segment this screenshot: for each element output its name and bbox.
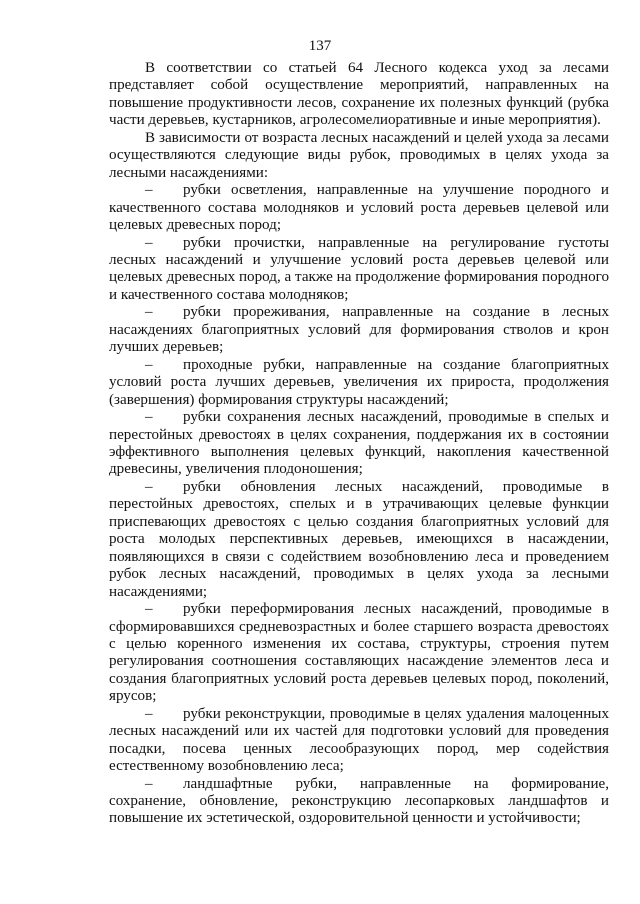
list-item (109, 304, 609, 356)
list-marker: – (145, 409, 153, 426)
list-item-text: рубки обновления лесных насаждений, проводимые в перестойных древостоях, спелых и в утрачивающих целевые функции приспевающих древостоях с целью создания благоприятных условий для роста молодых перспективных деревьев, имеющихся в насаждении, появляющихся в связи с содействием возобновлению леса и проведением рубок лесных насаждений, проводимых в целях ухода за лесными насаждениями; (109, 478, 609, 600)
list-item-text: проходные рубки, направленные на создание благоприятных условий роста лучших деревьев, увеличения их прироста, продолжения (завершения) формирования структуры насаждений; (109, 356, 609, 408)
list-item (109, 357, 609, 409)
list-item (109, 479, 609, 601)
list-item (109, 776, 609, 828)
list-item (109, 235, 609, 305)
page-number: 137 (308, 38, 332, 54)
list-item (109, 706, 609, 776)
paragraph: В соответствии со статьей 64 Лесного кодекса уход за лесами представляет собой осуществление мероприятий, направленных на повышение продуктивности лесов, сохранение их полезных функций (рубка части деревьев, кустарников, агролесомелиоративные и иные мероприятия). (109, 60, 609, 129)
paragraph: В зависимости от возраста лесных насаждений и целей ухода за лесами осуществляются следующие виды рубок, проводимых в целях ухода за лесными насаждениями: (109, 129, 609, 181)
list-marker: – (145, 356, 153, 373)
list-item-text: рубки переформирования лесных насаждений, проводимые в сформировавшихся средневозрастных и более старшего возраста древостоях с целью коренного изменения их состава, структуры, строения путем регулирования соотношения составляющих насаждение элементов леса и создания благоприятных условий роста деревьев целевых пород, поколений, ярусов; (109, 601, 609, 705)
list-item (109, 409, 609, 479)
list-marker: – (145, 304, 153, 321)
list-marker: – (145, 478, 153, 495)
list-marker: – (145, 182, 153, 199)
list-marker: – (145, 601, 153, 618)
list-item-text: рубки прореживания, направленные на создание в лесных насаждениях благоприятных условий для формирования стволов и крон лучших деревьев; (109, 304, 609, 356)
list-item (109, 601, 609, 706)
list-marker: – (145, 705, 153, 722)
list-item-text: рубки прочистки, направленные на регулирование густоты лесных насаждений и улучшение условий роста деревьев целевой или целевых древесных пород, а также на продолжение формирования породного и качественного состава молодняков; (109, 234, 609, 303)
list-item-text: рубки осветления, направленные на улучшение породного и качественного состава молодняков и условий роста деревьев целевой или целевых древесных пород; (109, 182, 609, 234)
list-item-text: рубки сохранения лесных насаждений, проводимые в спелых и перестойных древостоях в целях сохранения, поддержания их в состоянии эффективного выполнения целевых функций, накопления качественной древесины, увеличения плодоношения; (109, 409, 609, 478)
list-item-text: рубки реконструкции, проводимые в целях удаления малоценных лесных насаждений или их частей для подготовки условий для проведения посадки, посева ценных лесообразующих пород, мер содействия естественному возобновлению леса; (109, 705, 609, 775)
list-item-text: ландшафтные рубки, направленные на формирование, сохранение, обновление, реконструкцию лесопарковых ландшафтов и повышение их эстетической, оздоровительной ценности и устойчивости; (109, 775, 609, 827)
list-item (109, 182, 609, 234)
list-marker: – (145, 234, 153, 251)
document-body (109, 60, 609, 828)
list-marker: – (145, 775, 153, 792)
